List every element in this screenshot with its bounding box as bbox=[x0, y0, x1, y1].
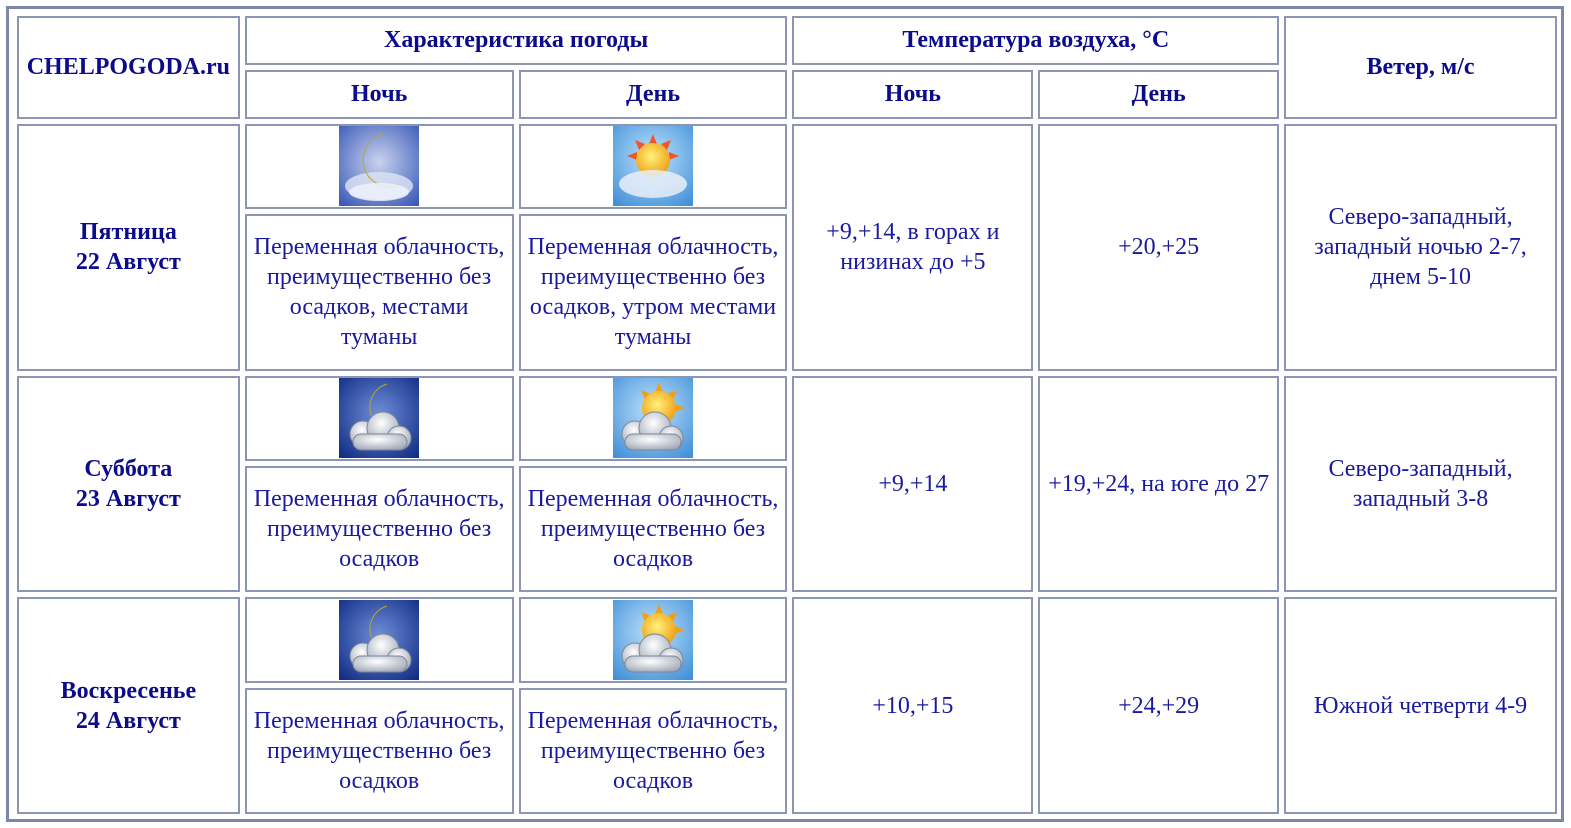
night-icon-cell bbox=[245, 124, 514, 209]
night-icon-cell bbox=[245, 597, 514, 682]
date: 24 Август bbox=[75, 707, 181, 734]
date-cell bbox=[17, 124, 240, 371]
weekday: Воскресенье bbox=[60, 677, 197, 704]
sun-cloud-icon bbox=[613, 600, 693, 680]
night-icon-cell bbox=[245, 376, 514, 461]
wind-cell: Северо-западный, западный ночью 2-7, днем 5-10 bbox=[1284, 124, 1557, 371]
day-icon-cell bbox=[519, 124, 788, 209]
weekday: Пятница bbox=[79, 219, 177, 246]
night-description: Переменная облачность, преимущественно без осадков, местами туманы bbox=[245, 214, 514, 371]
day-description: Переменная облачность, преимущественно без осадков, утром местами туманы bbox=[519, 214, 788, 371]
date: 23 Август bbox=[75, 486, 181, 513]
day-icon-cell bbox=[519, 597, 788, 682]
day-icon-cell bbox=[519, 376, 788, 461]
day-temp-cell: +20,+25 bbox=[1038, 124, 1279, 371]
night-description: Переменная облачность, преимущественно без осадков bbox=[245, 466, 514, 592]
moon-cloud-icon bbox=[339, 600, 419, 680]
day-temp-cell: +19,+24, на юге до 27 bbox=[1038, 376, 1279, 593]
table-row bbox=[17, 597, 1557, 682]
forecast-table bbox=[12, 11, 1562, 819]
wind-cell: Южной четверти 4-9 bbox=[1284, 597, 1557, 814]
header-row-top bbox=[17, 16, 1557, 65]
temp-night-header: Ночь bbox=[792, 70, 1033, 119]
moon-cloud-icon bbox=[339, 378, 419, 458]
night-description: Переменная облачность, преимущественно без осадков bbox=[245, 688, 514, 814]
weather-night-header: Ночь bbox=[245, 70, 514, 119]
day-temp-cell: +24,+29 bbox=[1038, 597, 1279, 814]
table-row bbox=[17, 376, 1557, 461]
night-temp-cell: +9,+14, в горах и низинах до +5 bbox=[792, 124, 1033, 371]
weather-day-header: День bbox=[519, 70, 788, 119]
wind-header: Ветер, м/с bbox=[1284, 16, 1557, 119]
site-name[interactable]: CHELPOGODA.ru bbox=[17, 16, 240, 119]
date: 22 Август bbox=[75, 249, 181, 276]
day-description: Переменная облачность, преимущественно без осадков bbox=[519, 688, 788, 814]
weekday: Суббота bbox=[84, 456, 173, 483]
night-temp-cell: +9,+14 bbox=[792, 376, 1033, 593]
forecast-frame bbox=[6, 6, 1564, 822]
date-cell bbox=[17, 597, 240, 814]
day-description: Переменная облачность, преимущественно без осадков bbox=[519, 466, 788, 592]
temperature-header: Температура воздуха, °С bbox=[792, 16, 1279, 65]
moon-clouds-icon bbox=[339, 126, 419, 206]
wind-cell: Северо-западный, западный 3-8 bbox=[1284, 376, 1557, 593]
date-cell bbox=[17, 376, 240, 593]
temp-day-header: День bbox=[1038, 70, 1279, 119]
table-row bbox=[17, 124, 1557, 209]
night-temp-cell: +10,+15 bbox=[792, 597, 1033, 814]
weather-header: Характеристика погоды bbox=[245, 16, 788, 65]
sun-cloud-icon bbox=[613, 378, 693, 458]
sun-haze-icon bbox=[613, 126, 693, 206]
